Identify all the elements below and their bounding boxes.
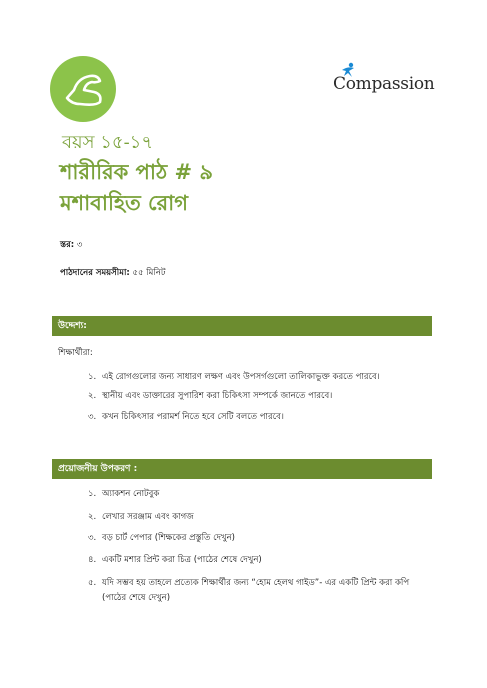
objective-item <box>88 370 433 385</box>
objective-text: এই রোগগুলোর জন্য সাধারণ লক্ষণ এবং উপসর্গগুলো তালিকাভুক্ত করতে পারবে। <box>102 372 380 382</box>
objective-item <box>88 410 433 425</box>
objective-text: স্থানীয় এবং ডাক্তারের সুপারিশ করা চিকিৎসা সম্পর্কে জানতে পারবে। <box>102 391 333 401</box>
material-number: ৫. <box>88 578 97 588</box>
material-item <box>88 531 433 546</box>
duration-line <box>60 266 166 280</box>
objectives-heading: উদ্দেশ্য: <box>52 316 432 336</box>
duration-label: পাঠদানের সময়সীমা: <box>60 268 130 278</box>
material-text: অ্যাকশন নোটবুক <box>102 489 160 499</box>
level-label: স্তর: <box>60 240 75 250</box>
material-text: লেখার সরঞ্জাম এবং কাগজ <box>102 512 194 522</box>
material-text: যদি সম্ভব হয় তাহলে প্রত্যেক শিক্ষার্থীর জন্য “হোম হেলথ গাইড”- এর একটি প্রিন্ট করা কপি (পাঠের শেষে দেখুন) <box>102 578 410 603</box>
objective-number: ১. <box>88 372 97 382</box>
material-item <box>88 576 433 606</box>
brand-name: Compassion <box>333 74 435 94</box>
level-value: ৩ <box>74 240 83 250</box>
objective-text: কখন চিকিৎসার পরামর্শ নিতে হবে সেটি বলতে পারবে। <box>102 412 284 422</box>
level-line <box>60 238 82 252</box>
material-number: ৩. <box>88 533 97 543</box>
objective-number: ৩. <box>88 412 97 422</box>
material-number: ৪. <box>88 555 97 565</box>
material-item <box>88 553 433 568</box>
objective-item <box>88 389 433 404</box>
lesson-subtitle: মশাবাহিত রোগ <box>60 190 188 215</box>
material-number: ১. <box>88 489 97 499</box>
material-number: ২. <box>88 512 97 522</box>
material-item <box>88 510 433 525</box>
duration-value: ৫৫ মিনিট <box>129 268 166 278</box>
materials-heading: প্রয়োজনীয় উপকরণ : <box>52 459 432 479</box>
flexed-arm-icon <box>50 56 116 122</box>
age-range: বয়স ১৫-১৭ <box>62 132 154 153</box>
objective-number: ২. <box>88 391 97 401</box>
lesson-title: শারীরিক পাঠ # ৯ <box>60 159 214 184</box>
objectives-intro: শিক্ষার্থীরা: <box>58 348 93 358</box>
material-text: বড় চার্ট পেপার (শিক্ষকের প্রস্তুতি দেখুন) <box>102 533 235 543</box>
material-text: একটি মশার প্রিন্ট করা চিত্র (পাঠের শেষে দেখুন) <box>102 555 262 565</box>
material-item <box>88 487 433 502</box>
compassion-logo <box>330 62 440 102</box>
